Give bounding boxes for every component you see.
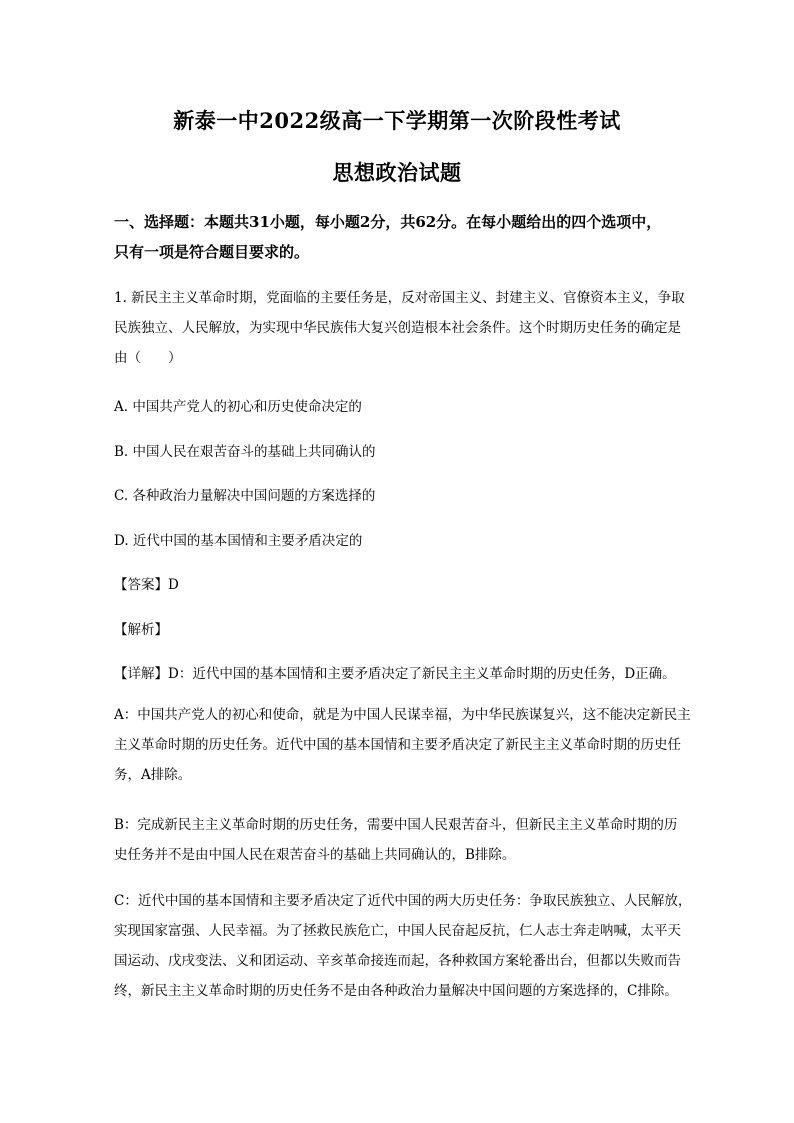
explanation-line: 实现国家富强、人民幸福。为了拯救民族危亡，中国人民奋起反抗，仁人志士奔走呐喊，太平天 (114, 923, 681, 939)
exam-title: 新泰一中2022级高一下学期第一次阶段性考试 (173, 108, 621, 133)
explanation-line: 国运动、戊戌变法、义和团运动、辛亥革命接连而起，各种救国方案轮番出台，但都以失败而告 (114, 953, 681, 969)
option-b: B. 中国人民在艰苦奋斗的基础上共同确认的 (114, 444, 376, 460)
explanation-line: 主义革命时期的历史任务。近代中国的基本国情和主要矛盾决定了新民主主义革命时期的历史任 (114, 737, 681, 753)
explanation-line: 史任务并不是由中国人民在艰苦奋斗的基础上共同确认的，B排除。 (114, 847, 516, 863)
question-line: 由（ ） (114, 350, 182, 366)
question-stem (114, 283, 704, 373)
answer-label: 【答案】D (114, 577, 179, 593)
question-line: 民族独立、人民解放，为实现中华民族伟大复兴创造根本社会条件。这个时期历史任务的确定是 (114, 320, 681, 336)
explanation-line: B：完成新民主主义革命时期的历史任务，需要中国人民艰苦奋斗，但新民主主义革命时期的历 (114, 817, 678, 833)
section-header-line: 只有一项是符合题目要求的。 (114, 243, 310, 261)
exam-subtitle: 思想政治试题 (332, 160, 462, 185)
section-header (114, 207, 714, 267)
option-c: C. 各种政治力量解决中国问题的方案选择的 (114, 488, 376, 504)
explanation-line: C：近代中国的基本国情和主要矛盾决定了近代中国的两大历史任务：争取民族独立、人民解放， (114, 893, 692, 909)
option-a: A. 中国共产党人的初心和历史使命决定的 (114, 399, 362, 415)
question-line: 1. 新民主主义革命时期，党面临的主要任务是，反对帝国主义、封建主义、官僚资本主义，争取 (114, 290, 685, 306)
section-header-line: 一、选择题：本题共31小题，每小题2分，共62分。在每小题给出的四个选项中， (114, 213, 662, 231)
analysis-label: 【解析】 (114, 622, 168, 638)
detail-explanation: 【详解】D：近代中国的基本国情和主要矛盾决定了新民主主义革命时期的历史任务，D正确。 (114, 666, 676, 682)
explanation-b (114, 810, 704, 870)
option-d: D. 近代中国的基本国情和主要矛盾决定的 (114, 533, 363, 549)
explanation-line: A：中国共产党人的初心和使命，就是为中国人民谋幸福，为中华民族谋复兴，这不能决定新民主 (114, 707, 691, 723)
explanation-c (114, 886, 704, 1006)
explanation-line: 务，A排除。 (114, 767, 192, 783)
explanation-a (114, 700, 704, 790)
explanation-line: 终，新民主主义革命时期的历史任务不是由各种政治力量解决中国问题的方案选择的，C排除。 (114, 983, 678, 999)
